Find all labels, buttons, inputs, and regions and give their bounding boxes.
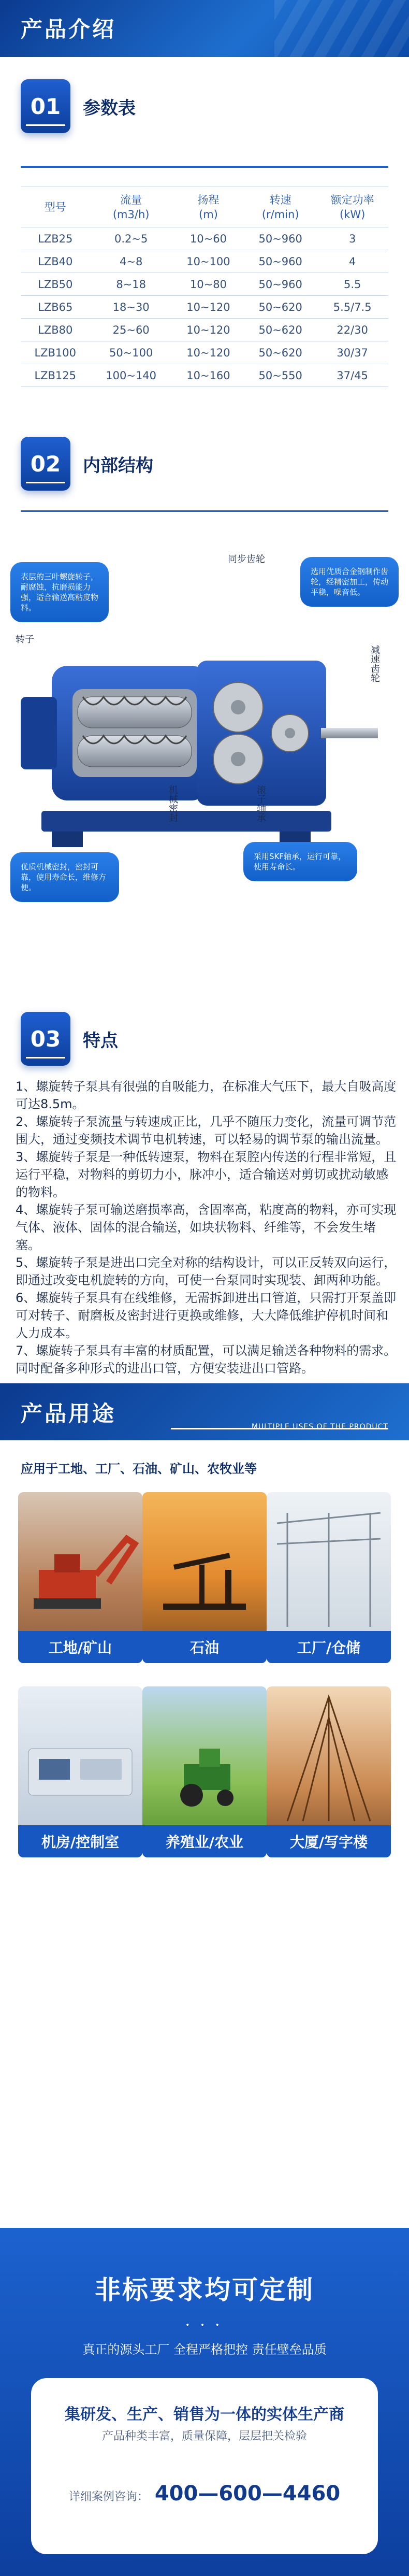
cell: 4 [316, 250, 388, 273]
phone-number[interactable]: 400—600—4460 [154, 2482, 341, 2506]
table-row [21, 273, 388, 296]
header-power: 额定功率 (kW) [316, 187, 388, 227]
decor-dots: • • • [185, 2321, 224, 2329]
cell: 100~140 [90, 364, 172, 387]
use-tile-control-room [18, 1686, 142, 1857]
use-tile-building [267, 1686, 391, 1857]
header-flow: 流量 (m3/h) [90, 187, 172, 227]
cell: 4~8 [90, 250, 172, 273]
header-head: 扬程 (m) [172, 187, 244, 227]
cell: 3 [316, 227, 388, 250]
structure-number-badge: 02 [21, 437, 70, 491]
card-subtitle: 产品种类丰富，质量保障，层层把关检验 [101, 2430, 307, 2443]
structure-heading [21, 435, 153, 492]
cell: 50~960 [244, 250, 316, 273]
cell: 30/37 [316, 341, 388, 364]
tile-caption: 机房/控制室 [18, 1825, 142, 1857]
machinery-image [18, 1686, 142, 1826]
use-tile-agriculture [142, 1686, 267, 1857]
structure-title: 内部结构 [83, 455, 153, 476]
label-mech-seal: 机械密封 [167, 785, 178, 822]
cell: 5.5/7.5 [316, 296, 388, 319]
feature-item: 2、螺旋转子泵流量与转速成正比，几乎不随压力变化，流量可调节范围大，通过变频技术调节电机转速，可以轻易的调节泵的输出流量。 [16, 1114, 397, 1147]
custom-headline: 非标要求均可定制 [95, 2275, 314, 2305]
cell: 10~100 [172, 250, 244, 273]
tile-caption: 工地/矿山 [18, 1631, 142, 1663]
feature-item: 3、螺旋转子泵是一种低转速泵，物料在泵腔内传送的行程非常短，且运行平稳，对物料的剪切力小，脉冲小，适合输送对剪切或扰动敏感的物料。 [16, 1150, 397, 1199]
pump-cutaway-illustration [10, 541, 399, 920]
cell: 8~18 [90, 273, 172, 296]
cell: 37/45 [316, 364, 388, 387]
cell: LZB40 [21, 250, 90, 273]
tile-caption: 大厦/写字楼 [267, 1825, 391, 1857]
use-tile-construction [18, 1492, 142, 1663]
tile-caption: 工厂/仓储 [267, 1631, 391, 1663]
cell: 18~30 [90, 296, 172, 319]
contact-card [31, 2378, 378, 2554]
table-row [21, 319, 388, 341]
table-row [21, 296, 388, 319]
cell: LZB50 [21, 273, 90, 296]
callout-seal: 优质机械密封，密封可靠，使用寿命长，维修方便。 [10, 852, 119, 902]
cell: 10~80 [172, 273, 244, 296]
intro-title: 产品介绍 [21, 17, 116, 42]
params-heading [21, 78, 136, 135]
table-row [21, 341, 388, 364]
feature-item: 4、螺旋转子泵可输送磨损率高，含固率高，粘度高的物料，亦可实现气体、液体、固体的混合输送，如块状物料、纤维等，不会发生堵塞。 [16, 1203, 397, 1252]
cell: 50~960 [244, 273, 316, 296]
feature-item: 1、螺旋转子泵具有很强的自吸能力，在标准大气压下，最大自吸高度可达8.5m。 [16, 1079, 397, 1111]
cell: 50~620 [244, 296, 316, 319]
cell: 22/30 [316, 319, 388, 341]
features-title: 特点 [83, 1030, 118, 1051]
header-speed: 转速 (r/min) [244, 187, 316, 227]
table-row [21, 227, 388, 250]
callout-gear: 选用优质合金钢制作齿轮，经精密加工，传动平稳，噪音低。 [300, 557, 399, 607]
cell: 0.2~5 [90, 227, 172, 250]
cell: LZB25 [21, 227, 90, 250]
use-tile-factory [267, 1492, 391, 1663]
uses-header [0, 1383, 409, 1440]
pumpjack-image [142, 1492, 267, 1632]
callout-rotor: 表层的三叶螺旋转子，耐腐蚀，抗磨损能力强，适合输送高粘度物料。 [10, 562, 109, 622]
cell: 10~120 [172, 296, 244, 319]
structure-divider [21, 510, 388, 512]
params-divider [21, 166, 388, 168]
card-title: 集研发、生产、销售为一体的实体生产商 [65, 2406, 344, 2424]
cell: 50~620 [244, 319, 316, 341]
tile-caption: 养殖业/农业 [142, 1825, 267, 1857]
cell: LZB125 [21, 364, 90, 387]
label-rotor: 转子 [16, 634, 34, 645]
cell: 50~960 [244, 227, 316, 250]
cell: LZB80 [21, 319, 90, 341]
cell: 25~60 [90, 319, 172, 341]
feature-item: 6、螺旋转子泵具有在线维修，无需拆卸进出口管道，只需打开泵盖即可对转子、耐磨板及密封进行更换或维修，大大降低维护停机时间和人力成本。 [16, 1291, 397, 1340]
use-tile-oil [142, 1492, 267, 1663]
cell: LZB100 [21, 341, 90, 364]
intro-header [0, 0, 409, 57]
cell: 10~160 [172, 364, 244, 387]
cell: 50~100 [90, 341, 172, 364]
label-roller-bearing: 滚子轴承 [255, 785, 266, 822]
phone-row [31, 2482, 378, 2506]
skyscraper-image [267, 1686, 391, 1826]
cell: 50~550 [244, 364, 316, 387]
custom-tagline: 真正的源头工厂 全程严格把控 责任壁垒品质 [82, 2342, 327, 2357]
uses-subtitle: 应用于工地、工厂、石油、矿山、农牧业等 [21, 1462, 257, 1476]
callout-bearing: 采用SKF轴承，运行可靠，使用寿命长。 [243, 842, 357, 881]
table-row [21, 364, 388, 387]
cell: 50~620 [244, 341, 316, 364]
cell: 10~120 [172, 319, 244, 341]
cell: 10~120 [172, 341, 244, 364]
spec-table-header [21, 187, 388, 227]
label-sync-gear: 同步齿轮 [228, 554, 265, 565]
tile-caption: 石油 [142, 1631, 267, 1663]
header-model: 型号 [21, 187, 90, 227]
decor-stripes [274, 0, 409, 57]
phone-label: 详细案例咨询： [68, 2491, 149, 2503]
features-list [16, 1078, 399, 1377]
custom-section [0, 2228, 409, 2576]
label-reducer: 减速齿轮 [369, 645, 380, 682]
cell: 5.5 [316, 273, 388, 296]
cell: 10~60 [172, 227, 244, 250]
features-heading [21, 1010, 118, 1067]
feature-item: 5、螺旋转子泵是进出口完全对称的结构设计，可以正反转双向运行，即通过改变电机旋转的方向，可使一台泵同时实现装、卸两种功能。 [16, 1255, 397, 1287]
uses-title: 产品用途 [21, 1401, 116, 1426]
feature-item: 7、螺旋转子泵具有丰富的材质配置，可以满足输送各种物料的需求。同时配备多种形式的进出口管，方便安装进出口管路。 [16, 1343, 397, 1376]
table-row [21, 250, 388, 273]
params-title: 参数表 [83, 97, 136, 119]
cell: LZB65 [21, 296, 90, 319]
features-number-badge: 03 [21, 1012, 70, 1066]
tractor-image [142, 1686, 267, 1826]
uses-subtitle-en: MULTIPLE USES OF THE PRODUCT [251, 1423, 388, 1431]
spec-table [21, 187, 388, 387]
excavator-image [18, 1492, 142, 1632]
warehouse-image [267, 1492, 391, 1632]
params-number-badge: 01 [21, 79, 70, 133]
